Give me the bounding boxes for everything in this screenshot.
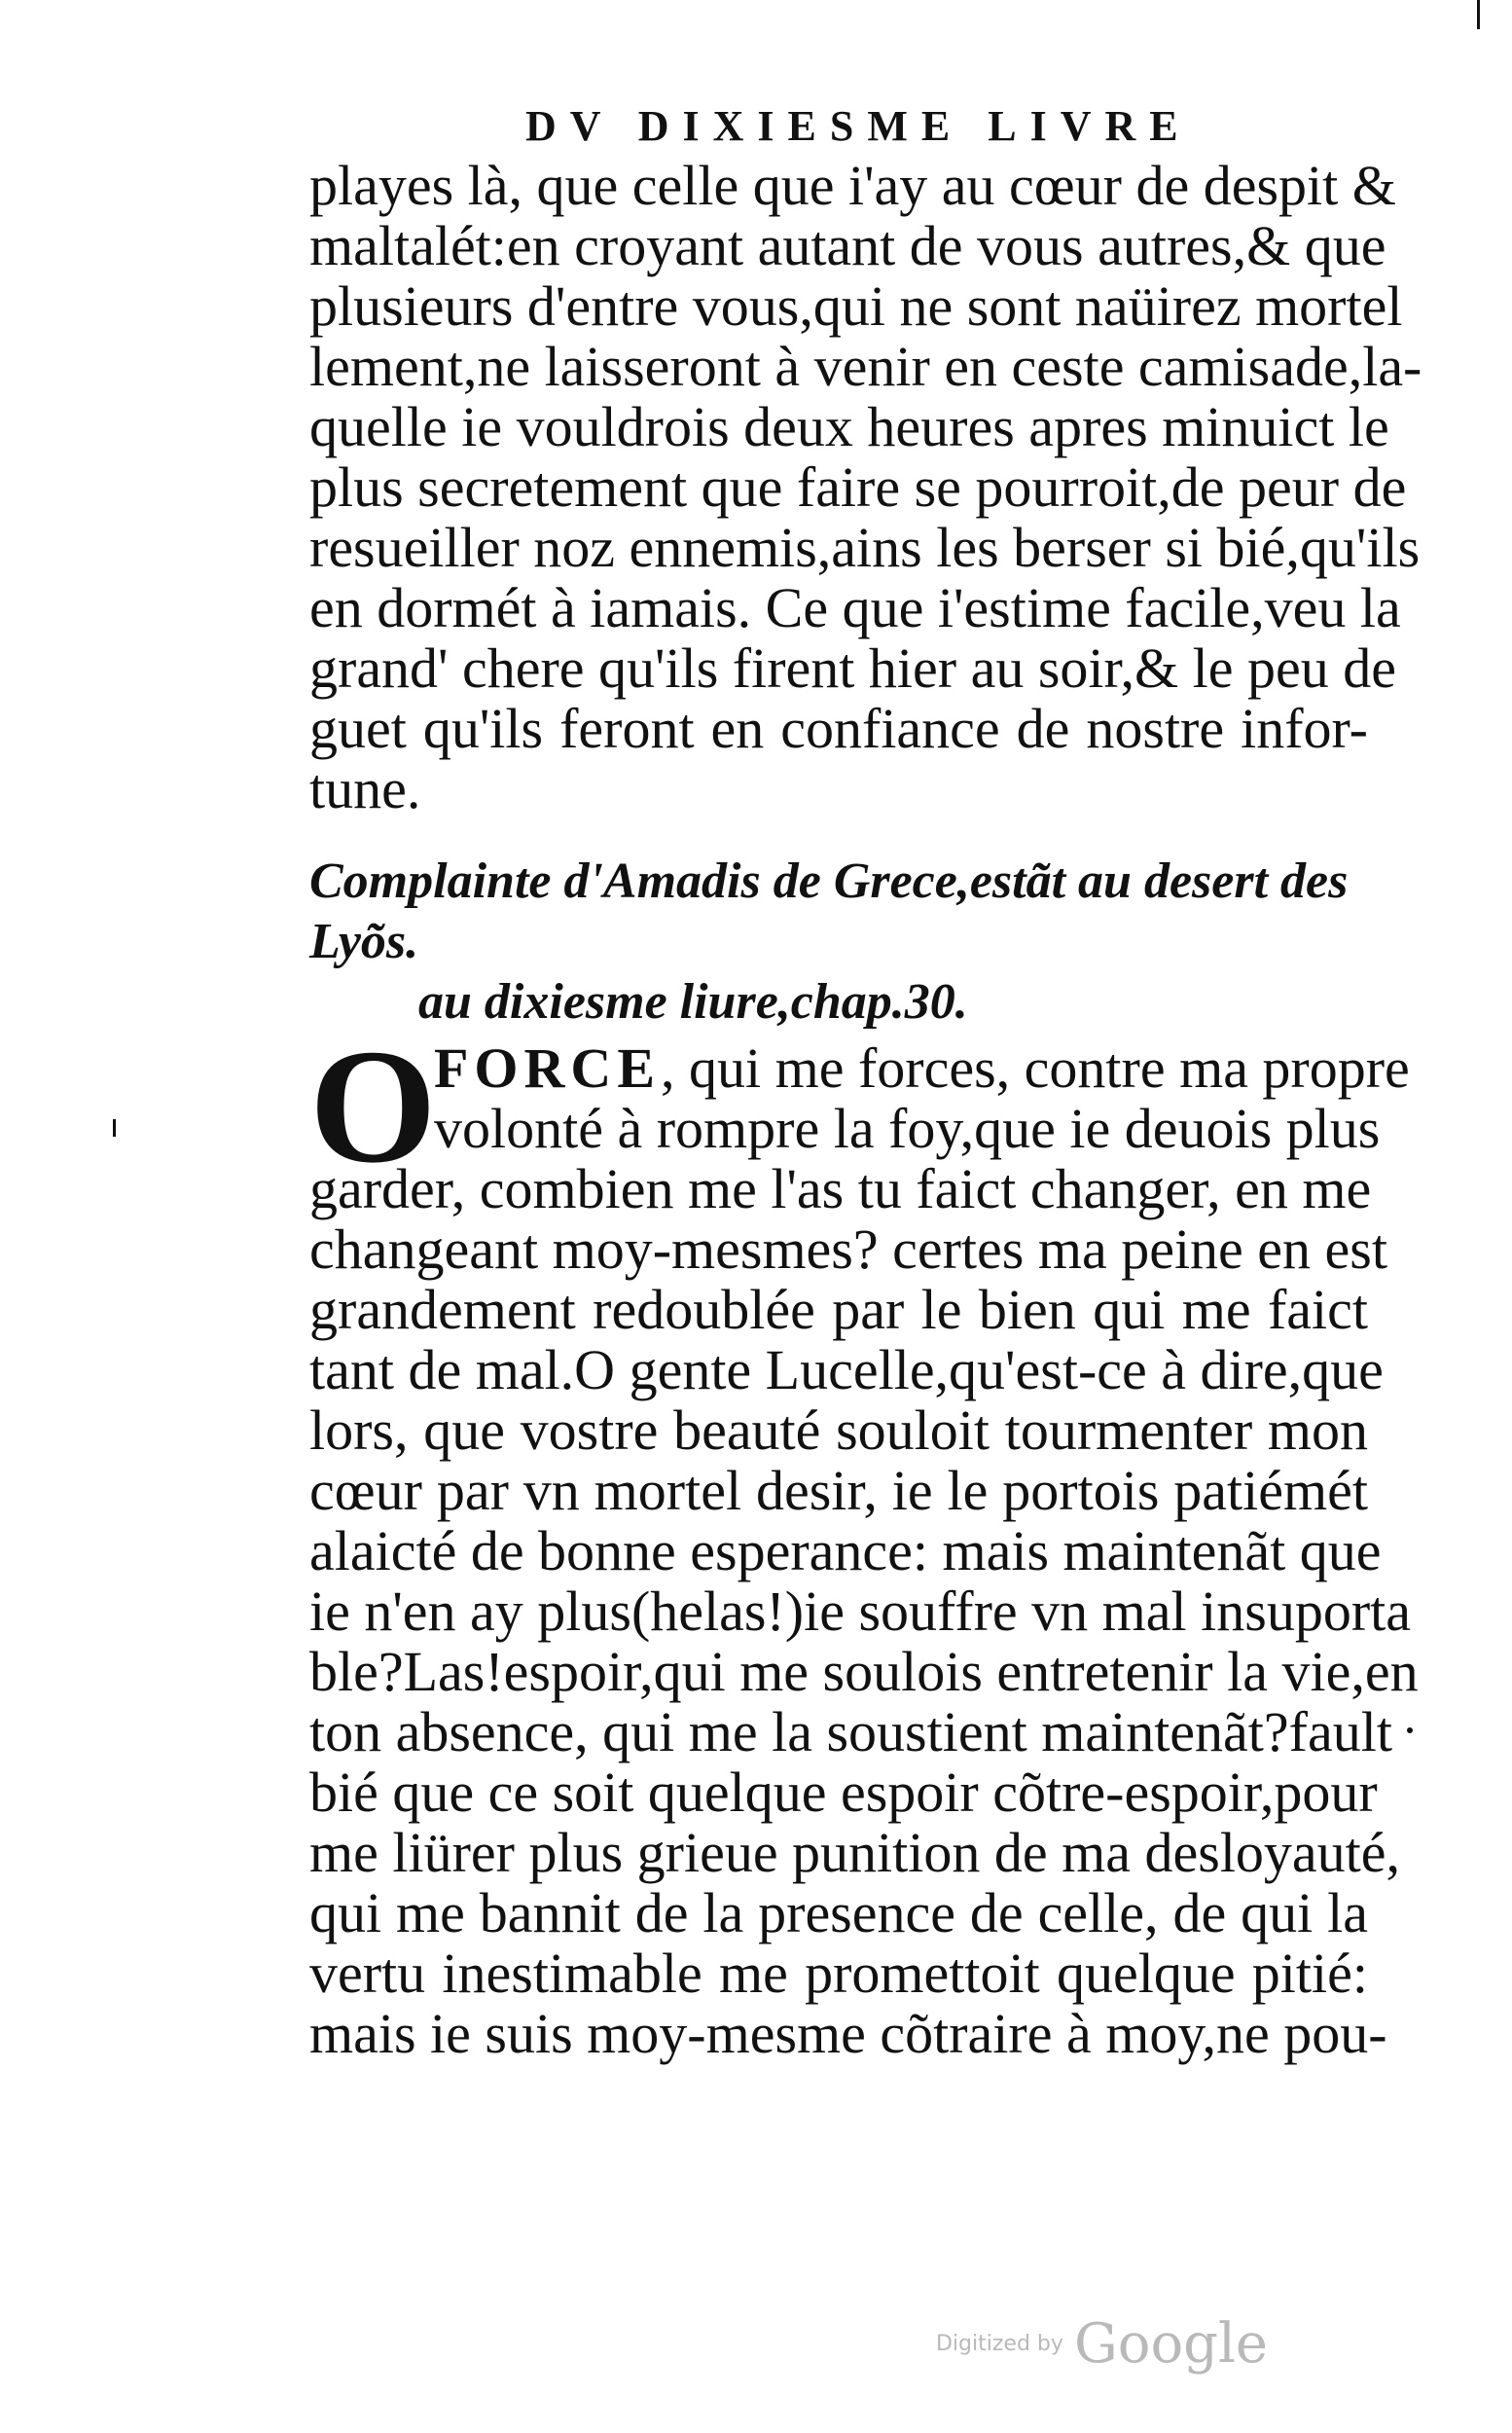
- text-line: en dormét à iamais. Ce que i'estime facile,veu la: [309, 576, 1401, 639]
- text-line: lors, que vostre beauté souloit tourmenter mon: [309, 1398, 1368, 1462]
- text-line: ton absence, qui me la soustient maintenãt?fault: [309, 1700, 1392, 1763]
- scan-mark: [1477, 0, 1480, 29]
- watermark-prefix: Digitized by: [936, 2332, 1063, 2356]
- chapter-heading-line-2: au dixiesme liure,chap.30.: [418, 974, 968, 1030]
- text-line: playes là, que celle que i'ay au cœur de despit &: [309, 154, 1396, 217]
- drop-cap-indented-lines: [309, 1036, 1410, 1160]
- text-line: lement,ne laisseront à venir en ceste camisade,la-: [309, 335, 1422, 398]
- text-line: ie n'en ay plus(helas!)ie souffre vn mal insuporta: [309, 1580, 1411, 1643]
- text-line: me liürer plus grieue punition de ma desloyauté,: [309, 1821, 1401, 1884]
- chapter-heading: [309, 852, 1380, 1033]
- text-line: plusieurs d'entre vous,qui ne sont naüirez mortel: [309, 274, 1403, 338]
- text-line: vertu inestimable me promettoit quelque pitié:: [309, 1942, 1368, 2005]
- text-line: grand' chere qu'ils firent hier au soir,& le peu de: [309, 636, 1396, 700]
- text-line: volonté à rompre la foy,que ie deuois plus: [434, 1097, 1381, 1160]
- opening-word: FORCE: [434, 1036, 661, 1100]
- text-line: grandement redoublée par le bien qui me faict: [309, 1278, 1368, 1341]
- main-paragraph: [309, 1036, 1419, 2065]
- text-line: guet qu'ils feront en confiance de nostre infor-: [309, 697, 1368, 760]
- text-line: tant de mal.O gente Lucelle,qu'est-ce à dire,que: [309, 1338, 1384, 1401]
- running-head: DV DIXIESME LIVRE: [525, 102, 1192, 150]
- drop-cap: O: [309, 1016, 437, 1197]
- scan-mark: [113, 1119, 116, 1137]
- scan-mark: [1407, 1727, 1413, 1733]
- text-line: [309, 1036, 1410, 1100]
- top-paragraph: [309, 154, 1422, 820]
- text-line: cœur par vn mortel desir, ie le portois patiémét: [309, 1459, 1368, 1522]
- text-line: maltalét:en croyant autant de vous autres,& que: [309, 214, 1386, 277]
- text-line: mais ie suis moy-mesme cõtraire à moy,ne pou-: [309, 2002, 1387, 2065]
- digitized-watermark: [936, 2312, 1268, 2376]
- text-line: alaicté de bonne esperance: mais maintenãt que: [309, 1519, 1382, 1582]
- text-line: quelle ie vouldrois deux heures apres minuict le: [309, 395, 1389, 458]
- text-line: garder, combien me l'as tu faict changer, en me: [309, 1157, 1372, 1220]
- text-line: plus secretement que faire se pourroit,de peur de: [309, 455, 1407, 519]
- watermark-logo: Google: [1074, 2312, 1269, 2376]
- chapter-heading-line-1: Complainte d'Amadis de Grece,estãt au desert des Lyõs.: [309, 853, 1349, 969]
- first-line-rest: , qui me forces, contre ma propre: [661, 1036, 1410, 1100]
- text-line: tune.: [309, 757, 421, 820]
- text-line: qui me bannit de la presence de celle, de qui la: [309, 1881, 1368, 1944]
- text-line: ble?Las!espoir,qui me soulois entretenir la vie,en: [309, 1640, 1419, 1703]
- text-line: changeant moy-mesmes? certes ma peine en est: [309, 1217, 1387, 1281]
- text-line: bié que ce soit quelque espoir cõtre-espoir,pour: [309, 1761, 1378, 1824]
- text-line: resueiller noz ennemis,ains les berser si bié,qu'ils: [309, 516, 1421, 579]
